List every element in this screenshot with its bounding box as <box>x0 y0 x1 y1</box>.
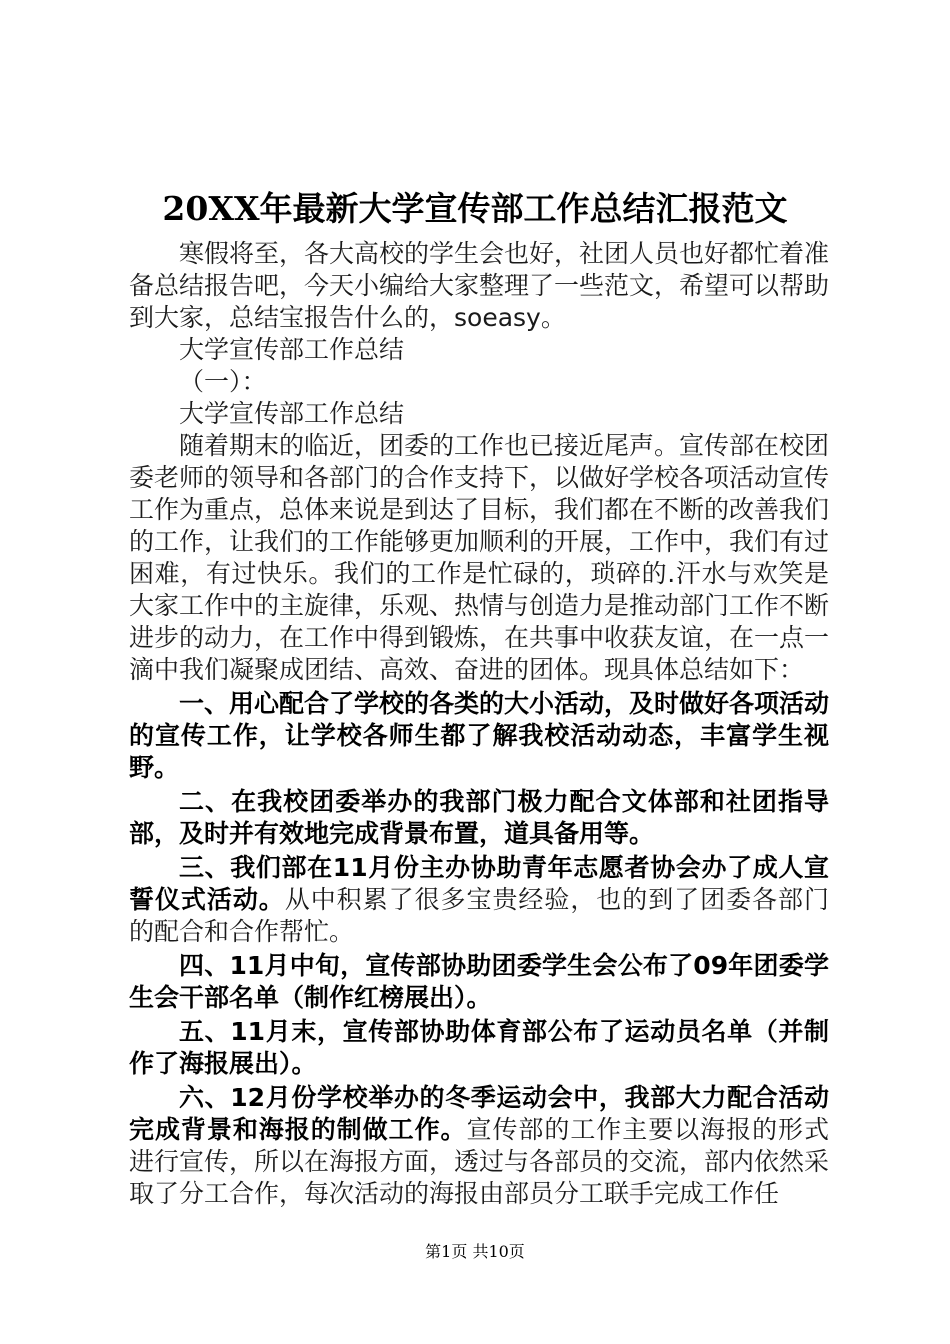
list-item-5: 五、11月末，宣传部协助体育部公布了运动员名单（并制作了海报展出）。 <box>129 1017 829 1078</box>
page-footer: 第1页 共10页 <box>425 1242 525 1261</box>
list-item-3 <box>129 852 829 948</box>
list-item-4: 四、11月中旬，宣传部协助团委学生会公布了09年团委学生会干部名单（制作红榜展出）。 <box>129 951 829 1012</box>
list-item-6-plain: 宣传部的工作主要以海报的形式进行宣传，所以在海报方面，透过与各部员的交流，部内依然采取了分工合作，每次活动的海报由部员分工联手完成工作任 <box>129 1115 830 1208</box>
document-title: 20XX年最新大学宣传部工作总结汇报范文 <box>162 189 788 228</box>
section-number: （一）： <box>179 367 267 396</box>
document-body <box>129 238 829 1210</box>
list-item-2: 二、在我校团委举办的我部门极力配合文体部和社团指导部，及时并有效地完成背景布置，道具备用等。 <box>129 787 829 848</box>
list-item-6 <box>129 1082 829 1210</box>
list-item-3-plain: 从中积累了很多宝贵经验，也的到了团委各部门的配合和合作帮忙。 <box>129 885 829 946</box>
summary-paragraph: 随着期末的临近，团委的工作也已接近尾声。宣传部在校团委老师的领导和各部门的合作支持下，以做好学校各项活动宣传工作为重点，总体来说是到达了目标，我们都在不断的改善我们的工作，让我们的工作能够更加顺利的开展，工作中，我们有过困难，有过快乐。我们的工作是忙碌的，琐碎的.汗水与欢笑是大家工作中的主旋律，乐观、热情与创造力是推动部门工作不断进步的动力，在工作中得到锻炼，在共事中收获友谊，在一点一滴中我们凝聚成团结、高效、奋进的团体。现具体总结如下： <box>129 431 830 684</box>
intro-paragraph: 寒假将至，各大高校的学生会也好，社团人员也好都忙着准备总结报告吧，今天小编给大家整理了一些范文，希望可以帮助到大家，总结宝报告什么的，soeasy。 <box>129 239 830 332</box>
list-item-3-bold: 三、我们部在11月份主办协助青年志愿者协会办了成人宣誓仪式活动。 <box>129 853 829 914</box>
list-item-1: 一、用心配合了学校的各类的大小活动，及时做好各项活动的宣传工作，让学校各师生都了解我校活动动态，丰富学生视野。 <box>129 689 830 782</box>
list-item-6-bold: 六、12月份学校举办的冬季运动会中，我部大力配合活动完成背景和海报的制做工作。 <box>129 1083 829 1144</box>
subsection-heading: 大学宣传部工作总结 <box>179 399 405 428</box>
section-heading: 大学宣传部工作总结 <box>179 335 405 364</box>
